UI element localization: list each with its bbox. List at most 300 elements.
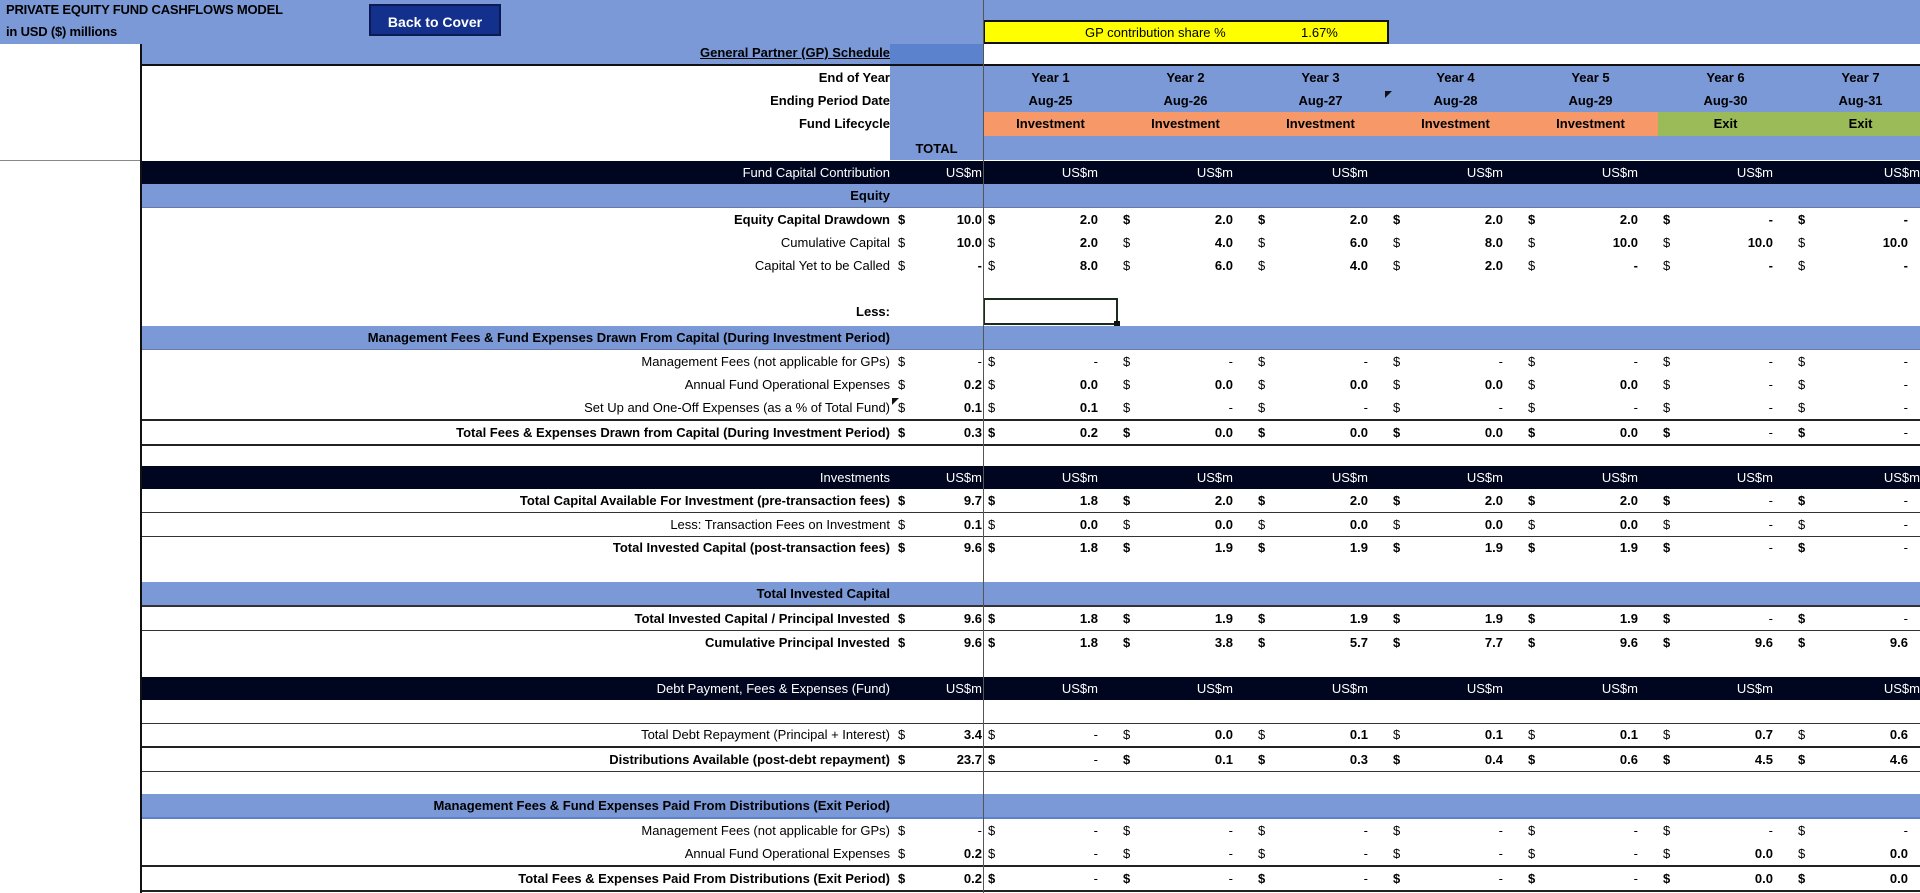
currency: $ bbox=[1393, 635, 1401, 650]
currency: $ bbox=[1528, 400, 1536, 415]
value-y1[interactable]: 2.0 bbox=[1079, 212, 1098, 227]
unit-y6: US$m bbox=[1736, 681, 1773, 696]
total-value[interactable]: 0.1 bbox=[963, 517, 982, 532]
currency: $ bbox=[1123, 258, 1131, 273]
value-y5[interactable]: 2.0 bbox=[1619, 212, 1638, 227]
value-y4[interactable]: - bbox=[1498, 823, 1503, 838]
currency: $ bbox=[898, 871, 906, 886]
currency: $ bbox=[1258, 212, 1266, 227]
currency: $ bbox=[1123, 752, 1131, 767]
unit-y7: US$m bbox=[1883, 470, 1920, 485]
currency: $ bbox=[1258, 635, 1266, 650]
value-y4[interactable]: 1.9 bbox=[1484, 540, 1503, 555]
value-y7[interactable]: - bbox=[1903, 517, 1908, 532]
value-y2[interactable]: 6.0 bbox=[1214, 258, 1233, 273]
gp-share-value[interactable]: 1.67% bbox=[1301, 25, 1338, 40]
unit-y5: US$m bbox=[1601, 470, 1638, 485]
value-y2[interactable]: 1.9 bbox=[1214, 540, 1233, 555]
currency: $ bbox=[1258, 517, 1266, 532]
value-y6[interactable]: - bbox=[1768, 354, 1773, 369]
value-y4[interactable]: 0.1 bbox=[1484, 727, 1503, 742]
currency: $ bbox=[1258, 727, 1266, 742]
schedule-title-bar bbox=[142, 44, 890, 66]
currency: $ bbox=[1123, 635, 1131, 650]
value-y3[interactable]: 1.9 bbox=[1349, 611, 1368, 626]
value-y3[interactable]: 4.0 bbox=[1349, 258, 1368, 273]
value-y5[interactable]: - bbox=[1633, 823, 1638, 838]
value-y7[interactable]: - bbox=[1903, 823, 1908, 838]
total-value[interactable]: 0.3 bbox=[963, 425, 982, 440]
year-7-header: Year 7 bbox=[1841, 70, 1880, 85]
currency: $ bbox=[898, 212, 906, 227]
value-y4[interactable]: 2.0 bbox=[1484, 258, 1503, 273]
value-y7[interactable]: 0.6 bbox=[1889, 727, 1908, 742]
currency: $ bbox=[1123, 235, 1131, 250]
currency: $ bbox=[1393, 235, 1401, 250]
value-y6[interactable]: 10.0 bbox=[1747, 235, 1773, 250]
currency: $ bbox=[988, 727, 996, 742]
unit-y4: US$m bbox=[1466, 165, 1503, 180]
value-y7[interactable]: - bbox=[1903, 212, 1908, 227]
value-y6[interactable]: - bbox=[1768, 212, 1773, 227]
value-y7[interactable]: 4.6 bbox=[1889, 752, 1908, 767]
currency: $ bbox=[898, 635, 906, 650]
unit-y2: US$m bbox=[1196, 165, 1233, 180]
year-6-header: Year 6 bbox=[1706, 70, 1745, 85]
column-divider bbox=[983, 0, 984, 893]
phase-3: Investment bbox=[1253, 112, 1388, 136]
value-y4[interactable]: 0.0 bbox=[1484, 425, 1503, 440]
currency: $ bbox=[1528, 517, 1536, 532]
total-value[interactable]: 10.0 bbox=[956, 212, 982, 227]
total-value[interactable]: 3.4 bbox=[963, 727, 982, 742]
unit-y1: US$m bbox=[1061, 681, 1098, 696]
table-row-principal-invested bbox=[142, 607, 1920, 631]
currency: $ bbox=[1528, 823, 1536, 838]
currency: $ bbox=[1393, 493, 1401, 508]
value-y5[interactable]: 1.9 bbox=[1619, 611, 1638, 626]
end-of-year-label: End of Year bbox=[818, 70, 890, 85]
currency: $ bbox=[1123, 540, 1131, 555]
currency: $ bbox=[1528, 846, 1536, 861]
value-y3[interactable]: 0.0 bbox=[1349, 377, 1368, 392]
value-y1[interactable]: - bbox=[1093, 846, 1098, 861]
back-to-cover-button[interactable]: Back to Cover bbox=[369, 4, 501, 36]
unit-y2: US$m bbox=[1196, 681, 1233, 696]
divider bbox=[0, 160, 140, 161]
value-y1[interactable]: 1.8 bbox=[1079, 635, 1098, 650]
total-value[interactable]: - bbox=[977, 354, 982, 369]
mgmt-capital-header: Management Fees & Fund Expenses Drawn From Capital (During Investment Period) bbox=[367, 330, 890, 345]
currency: $ bbox=[898, 823, 906, 838]
value-y7[interactable]: 9.6 bbox=[1889, 635, 1908, 650]
value-y6[interactable]: 0.0 bbox=[1754, 871, 1773, 886]
equity-subheader-row bbox=[142, 184, 1920, 208]
value-y6[interactable]: - bbox=[1768, 400, 1773, 415]
value-y3[interactable]: 5.7 bbox=[1349, 635, 1368, 650]
value-y6[interactable]: 4.5 bbox=[1754, 752, 1773, 767]
row-label: Total Invested Capital (post-transaction fees) bbox=[612, 540, 890, 555]
currency: $ bbox=[988, 635, 996, 650]
value-y2[interactable]: 0.0 bbox=[1214, 377, 1233, 392]
value-y7[interactable]: - bbox=[1903, 425, 1908, 440]
total-value[interactable]: 10.0 bbox=[956, 235, 982, 250]
currency: $ bbox=[1528, 212, 1536, 227]
value-y3[interactable]: 0.0 bbox=[1349, 517, 1368, 532]
value-y3[interactable]: - bbox=[1363, 400, 1368, 415]
currency: $ bbox=[1528, 611, 1536, 626]
currency: $ bbox=[1123, 517, 1131, 532]
value-y7[interactable]: - bbox=[1903, 493, 1908, 508]
value-y3[interactable]: - bbox=[1363, 823, 1368, 838]
row-label: Management Fees (not applicable for GPs) bbox=[641, 354, 890, 369]
currency: $ bbox=[1123, 400, 1131, 415]
value-y1[interactable]: - bbox=[1093, 823, 1098, 838]
currency: $ bbox=[898, 752, 906, 767]
unit-y1: US$m bbox=[1061, 165, 1098, 180]
value-y1[interactable]: - bbox=[1093, 727, 1098, 742]
value-y2[interactable]: 2.0 bbox=[1214, 493, 1233, 508]
currency: $ bbox=[1393, 212, 1401, 227]
total-value[interactable]: 9.6 bbox=[963, 635, 982, 650]
value-y1[interactable]: - bbox=[1093, 354, 1098, 369]
currency: $ bbox=[1123, 377, 1131, 392]
value-y2[interactable]: 1.9 bbox=[1214, 611, 1233, 626]
currency: $ bbox=[988, 400, 996, 415]
total-value[interactable]: 0.2 bbox=[963, 377, 982, 392]
total-header: TOTAL bbox=[890, 138, 983, 160]
currency: $ bbox=[1393, 727, 1401, 742]
value-y3[interactable]: 6.0 bbox=[1349, 235, 1368, 250]
value-y4[interactable]: 1.9 bbox=[1484, 611, 1503, 626]
currency: $ bbox=[1393, 540, 1401, 555]
currency: $ bbox=[1663, 493, 1671, 508]
currency: $ bbox=[1528, 354, 1536, 369]
currency: $ bbox=[1798, 493, 1806, 508]
value-y4[interactable]: 2.0 bbox=[1484, 212, 1503, 227]
value-y2[interactable]: 3.8 bbox=[1214, 635, 1233, 650]
value-y6[interactable]: - bbox=[1768, 611, 1773, 626]
date-2: Aug-26 bbox=[1163, 93, 1208, 108]
table-row-equity-capital-drawdown bbox=[142, 208, 1920, 231]
value-y6[interactable]: - bbox=[1768, 493, 1773, 508]
value-y1[interactable]: 1.8 bbox=[1079, 540, 1098, 555]
currency: $ bbox=[1258, 752, 1266, 767]
value-y6[interactable]: 9.6 bbox=[1754, 635, 1773, 650]
year-4-header: Year 4 bbox=[1436, 70, 1475, 85]
investments-header: Investments bbox=[819, 470, 890, 485]
total-value[interactable]: 0.2 bbox=[963, 846, 982, 861]
unit-y2: US$m bbox=[1196, 470, 1233, 485]
value-y5[interactable]: 0.0 bbox=[1619, 425, 1638, 440]
value-y4[interactable]: 8.0 bbox=[1484, 235, 1503, 250]
unit-total: US$m bbox=[945, 165, 982, 180]
row-label: Cumulative Capital bbox=[780, 235, 890, 250]
currency: $ bbox=[898, 611, 906, 626]
currency: $ bbox=[1528, 635, 1536, 650]
currency: $ bbox=[1258, 354, 1266, 369]
currency: $ bbox=[1123, 727, 1131, 742]
value-y1[interactable]: 2.0 bbox=[1079, 235, 1098, 250]
value-y4[interactable]: 2.0 bbox=[1484, 493, 1503, 508]
value-y5[interactable]: - bbox=[1633, 258, 1638, 273]
total-value[interactable]: 23.7 bbox=[956, 752, 982, 767]
comment-indicator-icon[interactable] bbox=[1385, 91, 1392, 98]
value-y5[interactable]: 0.0 bbox=[1619, 377, 1638, 392]
table-row-setup-expenses bbox=[142, 396, 1920, 419]
table-row-capital-available bbox=[142, 489, 1920, 513]
currency: $ bbox=[1258, 425, 1266, 440]
value-y5[interactable]: 0.1 bbox=[1619, 727, 1638, 742]
value-y2[interactable]: - bbox=[1228, 871, 1233, 886]
currency: $ bbox=[1798, 635, 1806, 650]
value-y4[interactable]: 7.7 bbox=[1484, 635, 1503, 650]
value-y5[interactable]: 1.9 bbox=[1619, 540, 1638, 555]
date-5: Aug-29 bbox=[1568, 93, 1613, 108]
currency: $ bbox=[1528, 540, 1536, 555]
year-3-header: Year 3 bbox=[1301, 70, 1340, 85]
value-y1[interactable]: 0.0 bbox=[1079, 517, 1098, 532]
model-title: PRIVATE EQUITY FUND CASHFLOWS MODEL bbox=[6, 2, 283, 17]
phase-6: Exit bbox=[1658, 112, 1793, 136]
value-y2[interactable]: 0.0 bbox=[1214, 425, 1233, 440]
value-y1[interactable]: 1.8 bbox=[1079, 493, 1098, 508]
value-y3[interactable]: 0.3 bbox=[1349, 752, 1368, 767]
value-y1[interactable]: - bbox=[1093, 752, 1098, 767]
value-y5[interactable]: 0.0 bbox=[1619, 517, 1638, 532]
total-value[interactable]: 9.6 bbox=[963, 540, 982, 555]
value-y4[interactable]: - bbox=[1498, 846, 1503, 861]
row-label: Set Up and One-Off Expenses (as a % of Total Fund) bbox=[584, 400, 890, 415]
value-y4[interactable]: 0.4 bbox=[1484, 752, 1503, 767]
value-y6[interactable]: 0.0 bbox=[1754, 846, 1773, 861]
unit-y4: US$m bbox=[1466, 681, 1503, 696]
total-value[interactable]: 9.7 bbox=[963, 493, 982, 508]
value-y6[interactable]: - bbox=[1768, 377, 1773, 392]
row-label: Total Fees & Expenses Paid From Distributions (Exit Period) bbox=[518, 871, 890, 886]
currency: $ bbox=[988, 846, 996, 861]
value-y1[interactable]: 0.2 bbox=[1079, 425, 1098, 440]
currency: $ bbox=[1123, 846, 1131, 861]
currency: $ bbox=[898, 354, 906, 369]
currency: $ bbox=[1798, 871, 1806, 886]
table-row-dist-mgmt-fees bbox=[142, 819, 1920, 842]
total-value[interactable]: 0.1 bbox=[963, 400, 982, 415]
table-row-dist-annual-opex bbox=[142, 842, 1920, 865]
currency: $ bbox=[1663, 611, 1671, 626]
value-y7[interactable]: 0.0 bbox=[1889, 846, 1908, 861]
row-label: Distributions Available (post-debt repayment) bbox=[609, 752, 890, 767]
value-y1[interactable]: 0.1 bbox=[1079, 400, 1098, 415]
phase-4: Investment bbox=[1388, 112, 1523, 136]
value-y2[interactable]: 2.0 bbox=[1214, 212, 1233, 227]
value-y3[interactable]: 1.9 bbox=[1349, 540, 1368, 555]
currency: $ bbox=[898, 493, 906, 508]
unit-y5: US$m bbox=[1601, 165, 1638, 180]
value-y5[interactable]: 2.0 bbox=[1619, 493, 1638, 508]
currency: $ bbox=[1258, 871, 1266, 886]
currency: $ bbox=[1258, 540, 1266, 555]
schedule-title-blank bbox=[983, 44, 1920, 66]
total-value[interactable]: 9.6 bbox=[963, 611, 982, 626]
currency: $ bbox=[1123, 611, 1131, 626]
table-row-transaction-fees bbox=[142, 513, 1920, 537]
value-y2[interactable]: 0.0 bbox=[1214, 517, 1233, 532]
value-y1[interactable]: 8.0 bbox=[1079, 258, 1098, 273]
value-y3[interactable]: 0.1 bbox=[1349, 727, 1368, 742]
currency: $ bbox=[1663, 540, 1671, 555]
value-y4[interactable]: - bbox=[1498, 871, 1503, 886]
currency: $ bbox=[1258, 258, 1266, 273]
value-y6[interactable]: - bbox=[1768, 258, 1773, 273]
value-y5[interactable]: - bbox=[1633, 846, 1638, 861]
currency: $ bbox=[1393, 354, 1401, 369]
value-y2[interactable]: 0.0 bbox=[1214, 727, 1233, 742]
date-labels bbox=[983, 89, 1920, 112]
currency: $ bbox=[988, 493, 996, 508]
value-y1[interactable]: 1.8 bbox=[1079, 611, 1098, 626]
currency: $ bbox=[898, 400, 906, 415]
ending-period-label: Ending Period Date bbox=[770, 93, 890, 108]
row-label: Management Fees (not applicable for GPs) bbox=[641, 823, 890, 838]
currency: $ bbox=[1393, 871, 1401, 886]
unit-y3: US$m bbox=[1331, 165, 1368, 180]
value-y7[interactable]: - bbox=[1903, 354, 1908, 369]
value-y5[interactable]: 0.6 bbox=[1619, 752, 1638, 767]
currency: $ bbox=[1123, 871, 1131, 886]
gp-share-label: GP contribution share % bbox=[1085, 25, 1226, 40]
gp-contribution-share-box[interactable] bbox=[983, 20, 1389, 44]
currency: $ bbox=[898, 540, 906, 555]
schedule-title: General Partner (GP) Schedule bbox=[699, 45, 890, 60]
currency: $ bbox=[1663, 258, 1671, 273]
currency: $ bbox=[988, 871, 996, 886]
currency: $ bbox=[1798, 727, 1806, 742]
value-y7[interactable]: - bbox=[1903, 611, 1908, 626]
currency: $ bbox=[988, 517, 996, 532]
currency: $ bbox=[1798, 425, 1806, 440]
mgmt-dist-header: Management Fees & Fund Expenses Paid From Distributions (Exit Period) bbox=[433, 798, 890, 813]
value-y7[interactable]: - bbox=[1903, 258, 1908, 273]
currency: $ bbox=[1393, 611, 1401, 626]
value-y2[interactable]: 0.1 bbox=[1214, 752, 1233, 767]
value-y1[interactable]: - bbox=[1093, 871, 1098, 886]
year-1-header: Year 1 bbox=[1031, 70, 1070, 85]
total-value[interactable]: - bbox=[977, 823, 982, 838]
value-y3[interactable]: 2.0 bbox=[1349, 212, 1368, 227]
total-value[interactable]: - bbox=[977, 258, 982, 273]
value-y5[interactable]: - bbox=[1633, 871, 1638, 886]
currency: $ bbox=[1393, 846, 1401, 861]
currency: $ bbox=[1528, 235, 1536, 250]
value-y5[interactable]: - bbox=[1633, 400, 1638, 415]
value-y7[interactable]: - bbox=[1903, 400, 1908, 415]
value-y7[interactable]: - bbox=[1903, 540, 1908, 555]
currency: $ bbox=[1798, 611, 1806, 626]
currency: $ bbox=[1393, 258, 1401, 273]
currency: $ bbox=[1798, 400, 1806, 415]
currency: $ bbox=[898, 727, 906, 742]
header-band bbox=[0, 0, 1920, 44]
value-y4[interactable]: 0.0 bbox=[1484, 377, 1503, 392]
currency: $ bbox=[988, 752, 996, 767]
mgmt-dist-header-row bbox=[142, 794, 1920, 819]
unit-y3: US$m bbox=[1331, 681, 1368, 696]
currency: $ bbox=[988, 212, 996, 227]
value-y7[interactable]: 0.0 bbox=[1889, 871, 1908, 886]
table-row-annual-opex bbox=[142, 373, 1920, 396]
value-y6[interactable]: - bbox=[1768, 823, 1773, 838]
currency: $ bbox=[1258, 377, 1266, 392]
currency: $ bbox=[1123, 425, 1131, 440]
value-y3[interactable]: - bbox=[1363, 846, 1368, 861]
currency: $ bbox=[988, 258, 996, 273]
row-label: Total Invested Capital / Principal Invested bbox=[634, 611, 890, 626]
value-y2[interactable]: - bbox=[1228, 823, 1233, 838]
currency: $ bbox=[1528, 493, 1536, 508]
value-y6[interactable]: 0.7 bbox=[1754, 727, 1773, 742]
unit-y4: US$m bbox=[1466, 470, 1503, 485]
currency: $ bbox=[898, 235, 906, 250]
value-y3[interactable]: - bbox=[1363, 354, 1368, 369]
value-y2[interactable]: - bbox=[1228, 400, 1233, 415]
model-subtitle: in USD ($) millions bbox=[6, 24, 118, 39]
value-y3[interactable]: 2.0 bbox=[1349, 493, 1368, 508]
value-y6[interactable]: - bbox=[1768, 425, 1773, 440]
currency: $ bbox=[1798, 846, 1806, 861]
value-y2[interactable]: - bbox=[1228, 846, 1233, 861]
total-value[interactable]: 0.2 bbox=[963, 871, 982, 886]
value-y4[interactable]: 0.0 bbox=[1484, 517, 1503, 532]
value-y6[interactable]: - bbox=[1768, 517, 1773, 532]
value-y6[interactable]: - bbox=[1768, 540, 1773, 555]
value-y5[interactable]: 10.0 bbox=[1612, 235, 1638, 250]
row-label: Annual Fund Operational Expenses bbox=[684, 846, 890, 861]
unit-y1: US$m bbox=[1061, 470, 1098, 485]
currency: $ bbox=[1663, 727, 1671, 742]
value-y5[interactable]: - bbox=[1633, 354, 1638, 369]
value-y7[interactable]: - bbox=[1903, 377, 1908, 392]
value-y2[interactable]: 4.0 bbox=[1214, 235, 1233, 250]
value-y1[interactable]: 0.0 bbox=[1079, 377, 1098, 392]
currency: $ bbox=[1798, 517, 1806, 532]
phase-5: Investment bbox=[1523, 112, 1658, 136]
unit-y7: US$m bbox=[1883, 681, 1920, 696]
currency: $ bbox=[1393, 400, 1401, 415]
currency: $ bbox=[1528, 871, 1536, 886]
less-label: Less: bbox=[856, 304, 890, 319]
currency: $ bbox=[1258, 823, 1266, 838]
currency: $ bbox=[898, 517, 906, 532]
currency: $ bbox=[1663, 235, 1671, 250]
currency: $ bbox=[1663, 846, 1671, 861]
currency: $ bbox=[1393, 752, 1401, 767]
currency: $ bbox=[988, 377, 996, 392]
currency: $ bbox=[1528, 377, 1536, 392]
value-y7[interactable]: 10.0 bbox=[1882, 235, 1908, 250]
value-y3[interactable]: 0.0 bbox=[1349, 425, 1368, 440]
currency: $ bbox=[1258, 493, 1266, 508]
value-y5[interactable]: 9.6 bbox=[1619, 635, 1638, 650]
value-y3[interactable]: - bbox=[1363, 871, 1368, 886]
value-y4[interactable]: - bbox=[1498, 354, 1503, 369]
selected-cell[interactable] bbox=[983, 298, 1118, 325]
currency: $ bbox=[1663, 635, 1671, 650]
value-y2[interactable]: - bbox=[1228, 354, 1233, 369]
currency: $ bbox=[1663, 823, 1671, 838]
value-y4[interactable]: - bbox=[1498, 400, 1503, 415]
date-4: Aug-28 bbox=[1433, 93, 1478, 108]
